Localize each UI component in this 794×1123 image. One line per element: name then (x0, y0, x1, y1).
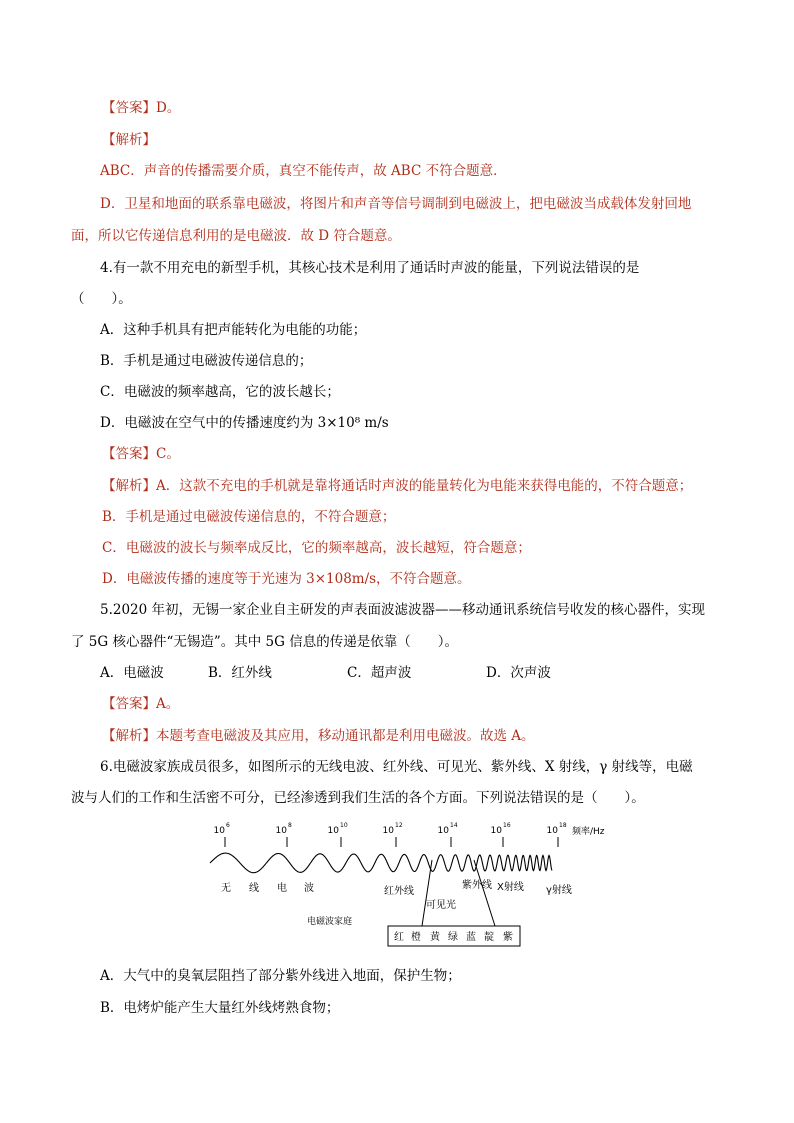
em-family-label: 电磁波家庭 (307, 917, 353, 927)
q4-stem-a: 4.有一款不用充电的新型手机，其核心技术是利用了通话时声波的能量，下列说法错误的是 (100, 260, 640, 276)
q4-option-c: C．电磁波的频率越高，它的波长越长； (100, 384, 340, 400)
tick-1e18 (547, 822, 567, 847)
tick-base: 10 (437, 826, 449, 836)
tick-base: 10 (490, 826, 502, 836)
color-green: 绿 (448, 932, 458, 943)
tick-base: 10 (275, 826, 287, 836)
q4-analysis-c: C．电磁波的波长与频率成反比，它的频率越高，波长越短，符合题意； (102, 540, 531, 556)
q5-stem-b: 了 5G 核心器件“无锡造”。其中 5G 信息的传递是依靠（ ）。 (71, 634, 458, 650)
q6-stem-b: 波与人们的工作和生活密不可分，已经渗透到我们生活的各个方面。下列说法错误的是（ ）。 (71, 790, 645, 806)
q4-option-b: B．手机是通过电磁波传递信息的； (100, 353, 313, 369)
xray-label: X射线 (497, 882, 524, 893)
gamma-label: γ射线 (546, 885, 572, 896)
q5-answer-label: 【答案】 (102, 696, 156, 712)
radio-label-4: 波 (304, 883, 314, 894)
q4-analysis-a-text: A．这款不充电的手机就是靠将通话时声波的能量转化为电能来获得电能的，不符合题意； (156, 478, 693, 494)
q4-answer (102, 444, 180, 464)
q5-answer-value: A。 (156, 696, 180, 712)
color-indigo: 靛 (484, 932, 494, 943)
q4-analysis-label: 【解析】 (102, 478, 156, 494)
radio-label-3: 电 (277, 883, 287, 894)
q3-answer (102, 98, 180, 118)
q4-analysis-b: B．手机是通过电磁波传递信息的，不符合题意； (102, 509, 396, 525)
q4-analysis-d: D．电磁波传播的速度等于光速为 3×108m/s，不符合题意。 (102, 571, 471, 587)
tick-exp: 16 (503, 822, 511, 829)
q4-option-a: A．这种手机具有把声能转化为电能的功能； (100, 322, 367, 338)
q6-option-b: B．电烤炉能产生大量红外线烤熟食物； (100, 1000, 340, 1016)
color-red: 红 (394, 932, 404, 943)
em-wave (210, 853, 552, 873)
q5-answer (102, 694, 179, 714)
q4-analysis-a (102, 476, 692, 496)
q5-stem-a: 5.2020 年初，无锡一家企业自主研发的声表面波滤波器——移动通讯系统信号收发的核心器件，实现 (100, 602, 706, 618)
color-yellow: 黄 (430, 932, 440, 943)
tick-exp: 18 (559, 822, 567, 829)
q3-analysis-label: 【解析】 (102, 132, 156, 148)
q5-option-c: C．超声波 (347, 665, 412, 681)
frequency-unit-label: 频率/Hz (572, 827, 605, 837)
q4-option-d: D．电磁波在空气中的传播速度约为 3×10⁸ m/s (100, 415, 389, 431)
tick-1e14 (438, 822, 458, 847)
color-orange: 橙 (411, 932, 421, 943)
tick-exp: 14 (450, 822, 458, 829)
tick-base: 10 (327, 826, 339, 836)
visible-colors (394, 930, 513, 943)
tick-1e10 (328, 822, 348, 847)
tick-1e16 (491, 822, 511, 847)
tick-base: 10 (546, 826, 558, 836)
q6-stem-a: 6.电磁波家族成员很多，如图所示的无线电波、红外线、可见光、紫外线、X 射线，γ 射线等，电磁 (100, 759, 693, 775)
q5-option-b: B．红外线 (208, 665, 272, 681)
q5-analysis-label: 【解析】 (102, 728, 156, 744)
q4-stem-b: （ ）。 (71, 291, 132, 307)
ultraviolet-label: 紫外线 (462, 880, 492, 891)
tick-exp: 12 (395, 822, 403, 829)
tick-exp: 6 (226, 822, 230, 829)
q3-analysis-1: ABC．声音的传播需要介质，真空不能传声，故 ABC 不符合题意． (100, 163, 507, 179)
infrared-label: 红外线 (384, 886, 414, 897)
color-blue: 蓝 (466, 932, 476, 943)
tick-base: 10 (382, 826, 394, 836)
tick-base: 10 (213, 826, 225, 836)
tick-1e12 (383, 822, 403, 847)
q5-analysis-text: 本题考查电磁波及其应用，移动通讯都是利用电磁波。故选 A。 (156, 728, 535, 744)
q4-answer-label: 【答案】 (102, 446, 156, 462)
frequency-ticks (214, 822, 605, 847)
q5-option-a: A．电磁波 (100, 665, 164, 681)
visible-label: 可见光 (426, 900, 456, 911)
q5-option-d: D．次声波 (486, 665, 551, 681)
tick-1e6 (214, 822, 230, 847)
q3-analysis-2b: 面，所以它传递信息利用的是电磁波．故 D 符合题意。 (71, 228, 401, 244)
q5-analysis (102, 726, 535, 746)
radio-label-1: 无 (221, 883, 231, 894)
em-spectrum-figure (200, 816, 660, 950)
q5-options (100, 663, 551, 683)
q3-analysis-2a: D．卫星和地面的联系靠电磁波，将图片和声音等信号调制到电磁波上，把电磁波当成载体发射回地 (100, 196, 692, 212)
q6-option-a: A．大气中的臭氧层阻挡了部分紫外线进入地面，保护生物； (100, 968, 461, 984)
band-labels (221, 878, 572, 897)
q3-answer-value: D。 (156, 100, 181, 116)
radio-label-2: 线 (249, 883, 259, 894)
tick-exp: 8 (288, 822, 292, 829)
visible-bracket-left (422, 860, 432, 926)
q3-answer-label: 【答案】 (102, 100, 156, 116)
tick-1e8 (276, 822, 292, 847)
q4-answer-value: C。 (156, 446, 180, 462)
color-violet: 紫 (503, 932, 513, 943)
tick-exp: 10 (340, 822, 348, 829)
